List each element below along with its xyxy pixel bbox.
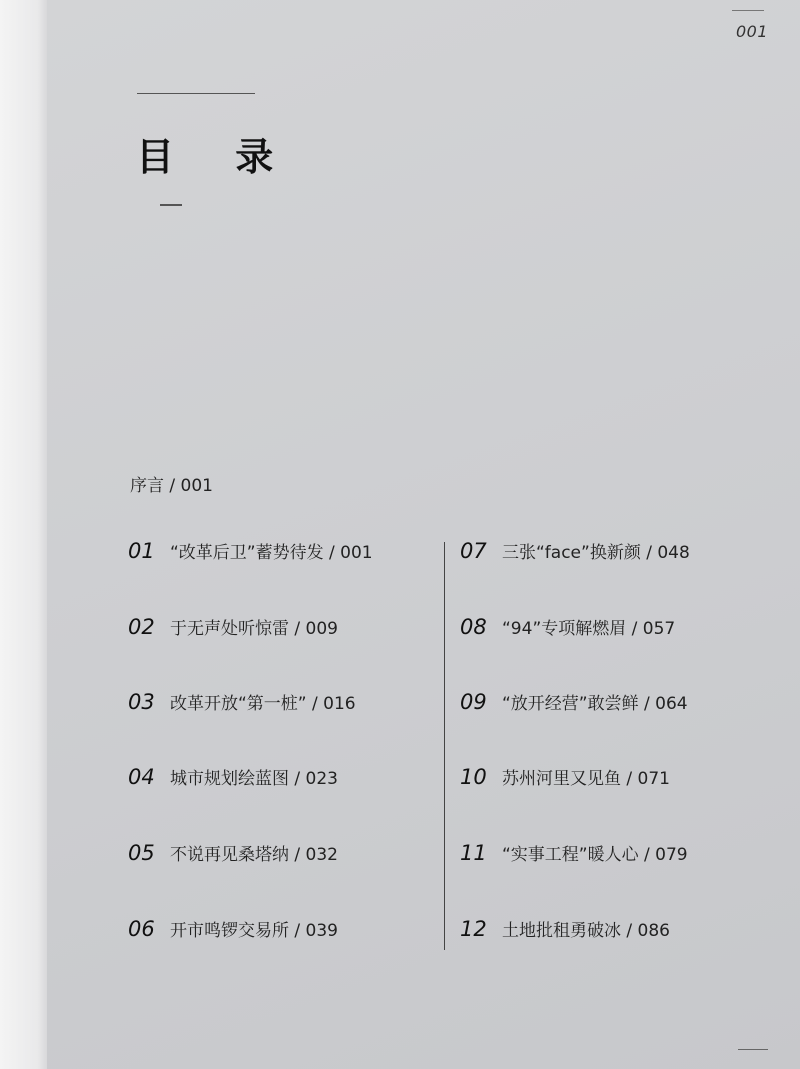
- toc-item-number: 02: [128, 615, 155, 639]
- footer-rule: [738, 1049, 768, 1050]
- toc-item-title: 城市规划绘蓝图 / 023: [170, 769, 338, 789]
- toc-item: [128, 916, 338, 946]
- toc-item-number: 03: [128, 690, 155, 714]
- toc-item-number: 04: [128, 765, 155, 789]
- toc-item: [128, 538, 373, 568]
- toc-item-title: “放开经营”敢尝鲜 / 064: [502, 694, 688, 714]
- title-bottom-rule: [160, 204, 182, 206]
- page-title: 目 录: [136, 135, 298, 179]
- toc-item-number: 09: [460, 690, 487, 714]
- toc-item-number: 11: [460, 841, 487, 865]
- toc-item: [460, 916, 670, 946]
- toc-item: [460, 840, 688, 870]
- toc-item-number: 07: [460, 539, 487, 563]
- toc-item-title: 不说再见桑塔纳 / 032: [170, 845, 338, 865]
- toc-item: [460, 538, 690, 568]
- toc-item: [460, 689, 688, 719]
- toc-item: [128, 614, 338, 644]
- toc-item-number: 06: [128, 917, 155, 941]
- toc-item: [460, 764, 670, 794]
- toc-item: [128, 840, 338, 870]
- toc-item-number: 08: [460, 615, 487, 639]
- toc-item-number: 01: [128, 539, 155, 563]
- book-spine-margin: [0, 0, 47, 1069]
- toc-item-title: “改革后卫”蓄势待发 / 001: [170, 543, 373, 563]
- toc-item-number: 10: [460, 765, 487, 789]
- toc-item-number: 05: [128, 841, 155, 865]
- header-rule: [732, 10, 764, 11]
- toc-item: [128, 689, 356, 719]
- toc-item-title: “94”专项解燃眉 / 057: [502, 619, 676, 639]
- toc-item-title: “实事工程”暖人心 / 079: [502, 845, 688, 865]
- title-top-rule: [137, 93, 255, 94]
- toc-item-title: 改革开放“第一桩” / 016: [170, 694, 356, 714]
- toc-item-title: 于无声处听惊雷 / 009: [170, 619, 338, 639]
- toc-item-title: 土地批租勇破冰 / 086: [502, 921, 670, 941]
- toc-item-title: 三张“face”换新颜 / 048: [502, 543, 690, 563]
- toc-item-number: 12: [460, 917, 487, 941]
- toc-item-title: 开市鸣锣交易所 / 039: [170, 921, 338, 941]
- toc-item: [128, 764, 338, 794]
- toc-preface: 序言 / 001: [130, 476, 213, 496]
- toc-item-title: 苏州河里又见鱼 / 071: [502, 769, 670, 789]
- toc-item: [460, 614, 675, 644]
- page-number: 001: [736, 22, 769, 41]
- column-divider: [444, 542, 445, 950]
